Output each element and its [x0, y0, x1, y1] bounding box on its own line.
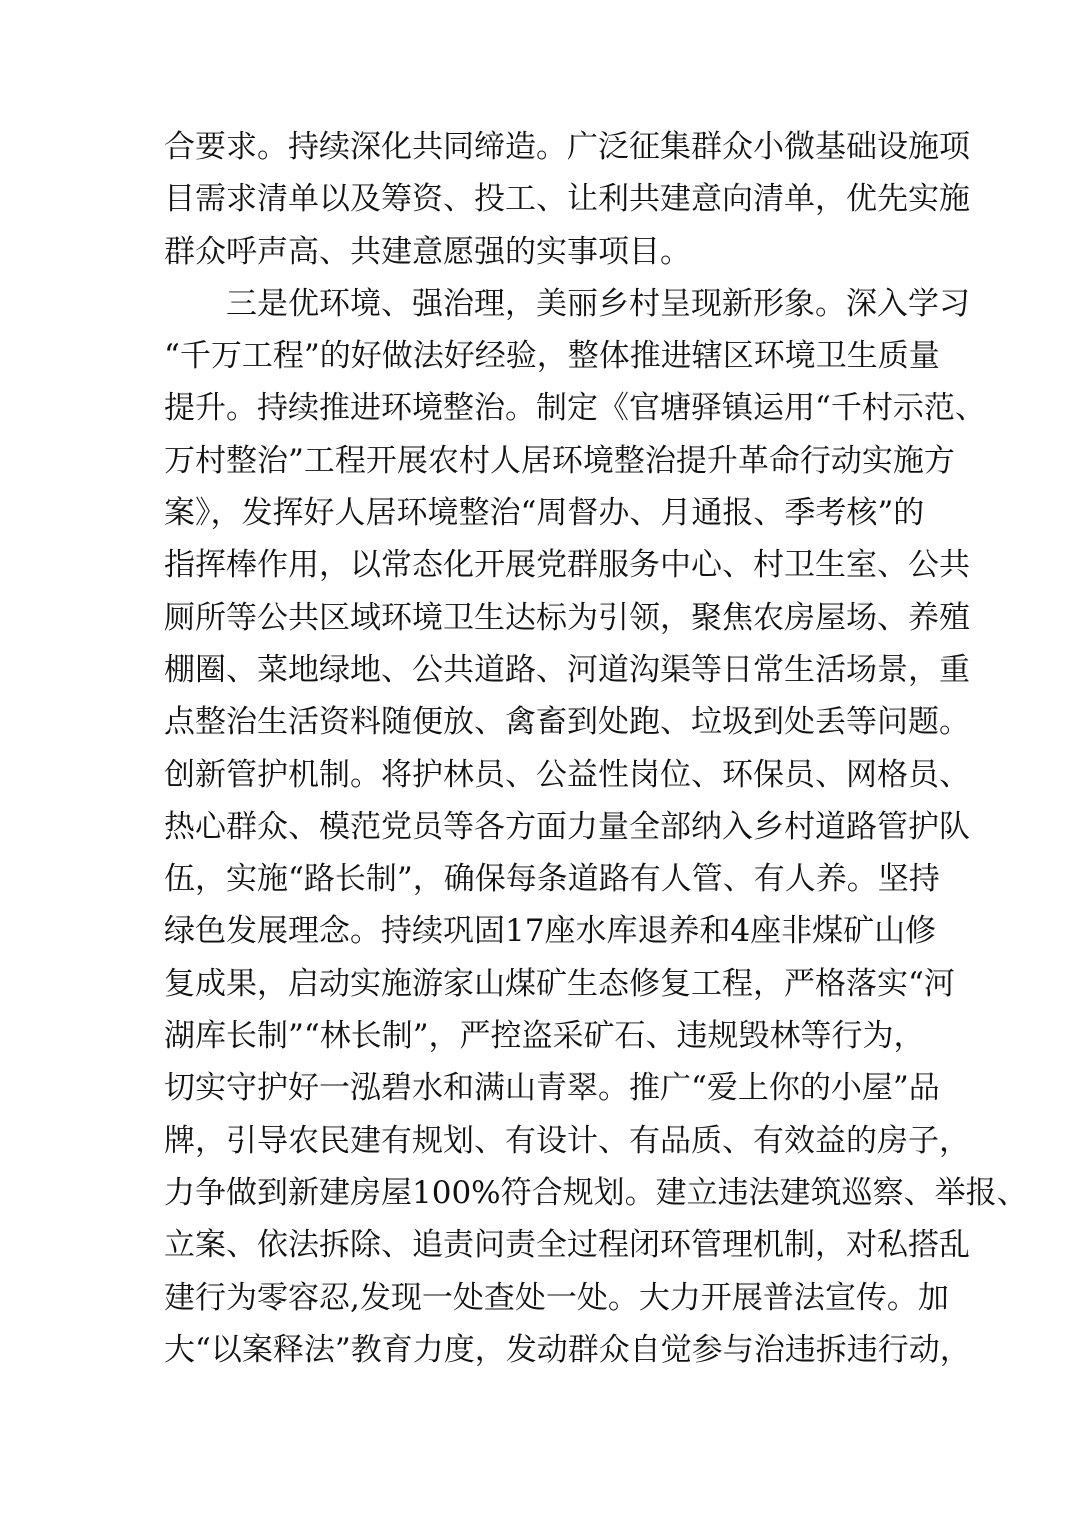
text-line: 提升。持续推进环境整治。制定《官塘驿镇运用“千村示范、: [164, 390, 986, 427]
text-line: 目需求清单以及筹资、投工、让利共建意向清单，优先实施: [164, 181, 970, 218]
text-line: 复成果，启动实施游家山煤矿生态修复工程，严格落实“河: [164, 965, 955, 1002]
text-line: 立案、依法拆除、追责问责全过程闭环管理机制，对私搭乱: [164, 1227, 970, 1264]
text-line: 群众呼声高、共建意愿强的实事项目。: [164, 233, 691, 270]
text-line: 力争做到新建房屋100%符合规划。建立违法建筑巡察、举报、: [164, 1174, 1028, 1211]
text-line: 指挥棒作用，以常态化开展党群服务中心、村卫生室、公共: [164, 547, 970, 584]
paragraph-start-line: 三是优环境、强治理，美丽乡村呈现新形象。深入学习: [226, 285, 970, 322]
text-line: 绿色发展理念。持续巩固17座水库退养和4座非煤矿山修: [164, 913, 937, 950]
text-line: “千万工程”的好做法好经验，整体推进辖区环境卫生质量: [164, 338, 940, 375]
text-line: 点整治生活资料随便放、禽畜到处跑、垃圾到处丢等问题。: [164, 704, 970, 741]
text-line: 大“以案释法”教育力度，发动群众自觉参与治违拆违行动，: [164, 1331, 971, 1368]
text-line: 厕所等公共区域环境卫生达标为引领，聚焦农房屋场、养殖: [164, 599, 970, 636]
text-line: 合要求。持续深化共同缔造。广泛征集群众小微基础设施项: [164, 129, 970, 165]
text-line: 创新管护机制。将护林员、公益性岗位、环保员、网格员、: [164, 756, 970, 793]
text-line: 湖库长制”“林长制”，严控盗采矿石、违规毁林等行为，: [164, 1018, 925, 1055]
text-line: 建行为零容忍,发现一处查处一处。大力开展普法宣传。加: [164, 1279, 949, 1316]
text-line: 棚圈、菜地绿地、公共道路、河道沟渠等日常生活场景，重: [164, 651, 970, 688]
text-line: 伍，实施“路长制”，确保每条道路有人管、有人养。坚持: [164, 861, 940, 898]
text-line: 牌，引导农民建有规划、有设计、有品质、有效益的房子，: [164, 1122, 970, 1159]
text-line: 案》，发挥好人居环境整治“周督办、月通报、季考核”的: [164, 495, 925, 532]
body-text: [164, 121, 1028, 1376]
text-line: 万村整治”工程开展农村人居环境整治提升革命行动实施方: [164, 442, 955, 479]
text-line: 切实守护好一泓碧水和满山青翠。推广“爱上你的小屋”品: [164, 1070, 940, 1107]
text-line: 热心群众、模范党员等各方面力量全部纳入乡村道路管护队: [164, 808, 970, 845]
